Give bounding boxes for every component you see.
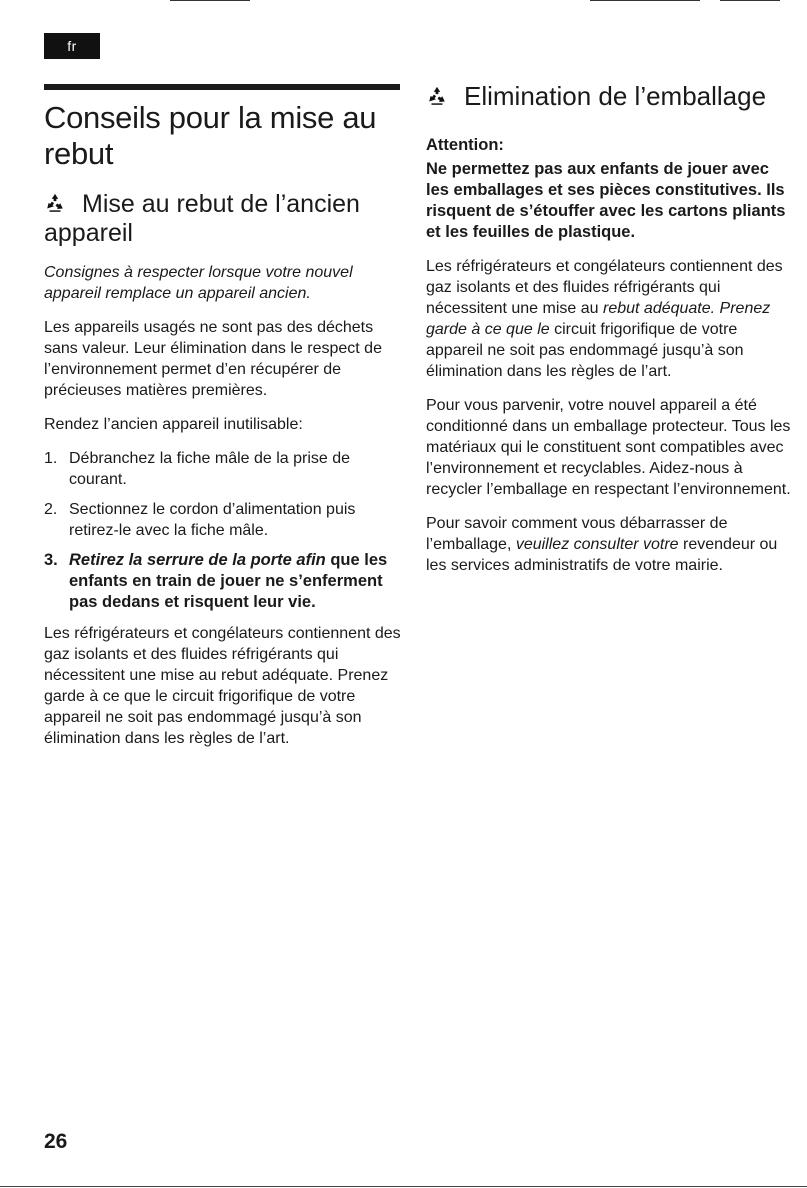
top-scan-mark (720, 0, 780, 1)
paragraph (426, 256, 791, 382)
right-column (426, 82, 791, 589)
step-number: 2. (44, 501, 58, 518)
list-item (44, 499, 406, 541)
paragraph: Les appareils usagés ne sont pas des déchets sans valeur. Leur élimination dans le respect de l’environnement permet d’en récupérer de précieuses matières premières. (44, 319, 382, 399)
attention-label: Attention: (426, 136, 504, 154)
paragraph: Les réfrigérateurs et congélateurs contiennent des gaz isolants et des fluides réfrigérants qui nécessitent une mise au rebut adéquate. Prenez garde à ce que le circuit frigorifique de votre appareil ne soit pas endommagé jusqu’à son élimination dans les règles de l’art. (44, 625, 401, 747)
section-heading-text: Mise au rebut de l’ancien appareil (44, 190, 360, 247)
paragraph-text: circuit frigorifique de votre appareil ne soit pas endommagé jusqu’à son élimination dans les règles de l’art. (426, 321, 744, 380)
paragraph-italic: rebut adéquate. Prenez garde à ce que le (426, 300, 771, 338)
attention-warning: Ne permettez pas aux enfants de jouer avec les emballages et ses pièces constitutives. Ils risquent de s’étouffer avec les cartons pliants et les feuilles de plastique. (426, 160, 786, 241)
step-text-emphasis: Retirez la serrure de la porte afin (69, 551, 326, 569)
step-number: 1. (44, 450, 58, 467)
step-text: que les enfants en train de jouer ne s’enferment pas dedans et risquent leur vie. (69, 551, 388, 611)
steps-list (44, 448, 406, 613)
paragraph-text: revendeur ou les services administratifs de votre mairie. (426, 536, 778, 574)
paragraph (426, 513, 791, 576)
top-scan-mark (590, 0, 700, 1)
paragraph-text: Pour savoir comment vous débarrasser de l’emballage, (426, 515, 728, 553)
top-scan-mark (170, 0, 250, 1)
list-item (44, 448, 406, 490)
paragraph-italic: veuillez consulter votre (515, 536, 679, 553)
left-column (44, 100, 406, 762)
section-rule (44, 84, 400, 90)
language-badge: fr (44, 33, 100, 59)
step-number: 3. (44, 551, 58, 569)
intro-text: Consignes à respecter lorsque votre nouvel appareil remplace un appareil ancien. (44, 264, 353, 302)
list-item (44, 550, 406, 613)
section-heading-packaging (426, 82, 791, 111)
paragraph: Pour vous parvenir, votre nouvel appareil a été conditionné dans un emballage protecteur. Tous les matériaux qui le constituent sont compatibles avec l’environnement et recyclables. Aidez-nous à recycler l’emballage en respectant l’environnement. (426, 397, 791, 498)
step-text: Sectionnez le cordon d’alimentation puis retirez-le avec la fiche mâle. (69, 501, 356, 539)
section-heading-old-appliance (44, 190, 406, 248)
page-number: 26 (44, 1130, 68, 1153)
paragraph: Rendez l’ancien appareil inutilisable: (44, 416, 303, 433)
recycle-icon (426, 85, 448, 107)
bottom-scan-line (0, 1186, 807, 1187)
section-heading-text: Elimination de l’emballage (464, 81, 767, 111)
page-title: Conseils pour la mise au rebut (44, 100, 377, 171)
step-text: Débranchez la fiche mâle de la prise de courant. (69, 450, 351, 488)
paragraph-text: Les réfrigérateurs et congélateurs contiennent des gaz isolants et des fluides réfrigérants qui nécessitent une mise au (426, 258, 783, 317)
recycle-icon (44, 192, 66, 214)
